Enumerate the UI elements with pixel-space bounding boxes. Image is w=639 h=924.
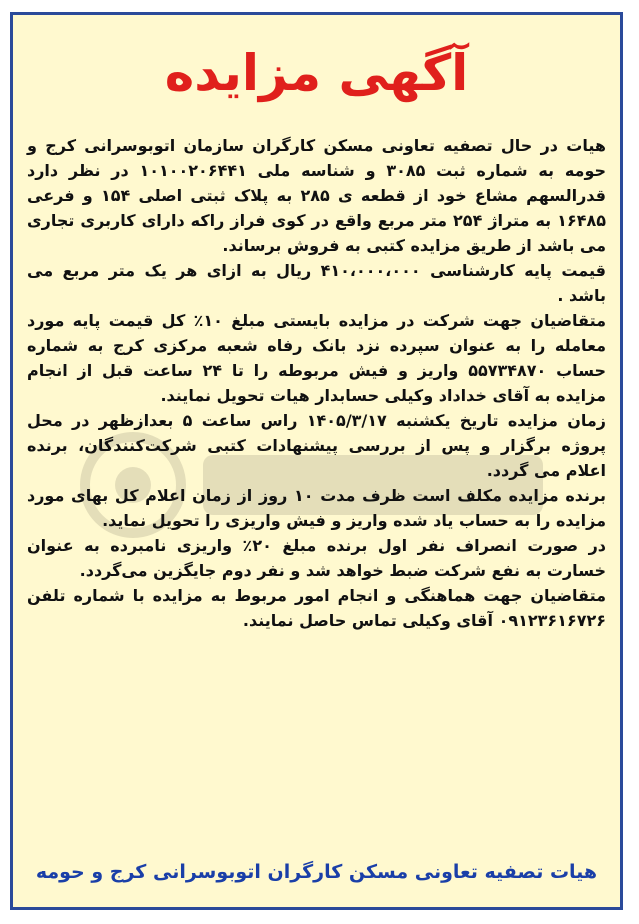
notice-frame (10, 12, 623, 910)
notice-paragraph-deposit: متقاضیان جهت شرکت در مزایده بایستی مبلغ ۱۰٪ کل قیمت پایه مورد معامله را به عنوان سپرده نزد بانک رفاه شعبه مرکزی کرج به شماره حساب ۵۵۷۳۴۸۷۰ واریز و فیش مربوطه را تا ۲۴ ساعت قبل از انجام مزایده به آقای خداداد وکیلی حسابدار هیات تحویل نمایند. (27, 311, 607, 405)
notice-paragraph-base-price: قیمت پایه کارشناسی ۴۱۰،۰۰۰،۰۰۰ ریال به ازای هر یک متر مربع می باشد . (27, 261, 607, 305)
notice-paragraph-auction-time: زمان مزایده تاریخ یکشنبه ۱۴۰۵/۳/۱۷ راس ساعت ۵ بعدازظهر در محل پروژه برگزار و پس از بررسی پیشنهادات کتبی شرکت‌کنندگان، برنده اعلام می گردد. (27, 411, 606, 480)
notice-paragraph-contact: متقاضیان جهت هماهنگی و انجام امور مربوط به مزایده با شماره تلفن ۰۹۱۲۳۶۱۶۷۲۶ آقای وکیلی تماس حاصل نمایند. (27, 586, 606, 630)
notice-title: آگهی مزایده (164, 44, 469, 102)
notice-paragraph-withdrawal: در صورت انصراف نفر اول برنده مبلغ ۲۰٪ واریزی نامبرده به عنوان خسارت به نفع شرکت ضبط خواهد شد و نفر دوم جایگزین می‌گردد. (27, 536, 606, 580)
notice-paragraph-winner-payment: برنده مزایده مکلف است ظرف مدت ۱۰ روز از زمان اعلام کل بهای مورد مزایده را به حساب یاد شده واریز و فیش واریزی را تحویل نماید. (27, 486, 607, 530)
notice-footer-signature: هیات تصفیه تعاونی مسکن کارگران اتوبوسرانی کرج و حومه (35, 861, 598, 883)
notice-body (27, 133, 606, 633)
notice-paragraph-intro: هیات در حال تصفیه تعاونی مسکن کارگران سازمان اتوبوسرانی کرج و حومه به شماره ثبت ۳۰۸۵ و شناسه ملی ۱۰۱۰۰۲۰۶۴۴۱ در نظر دارد قدرالسهم مشاع خود از قطعه ی ۲۸۵ به پلاک ثبتی اصلی ۱۵۴ و فرعی ۱۶۴۸۵ به متراژ ۲۵۴ متر مربع واقع در کوی فراز راکه دارای کاربری تجاری می باشد از طریق مزایده کتبی به فروش برساند. (27, 136, 607, 255)
